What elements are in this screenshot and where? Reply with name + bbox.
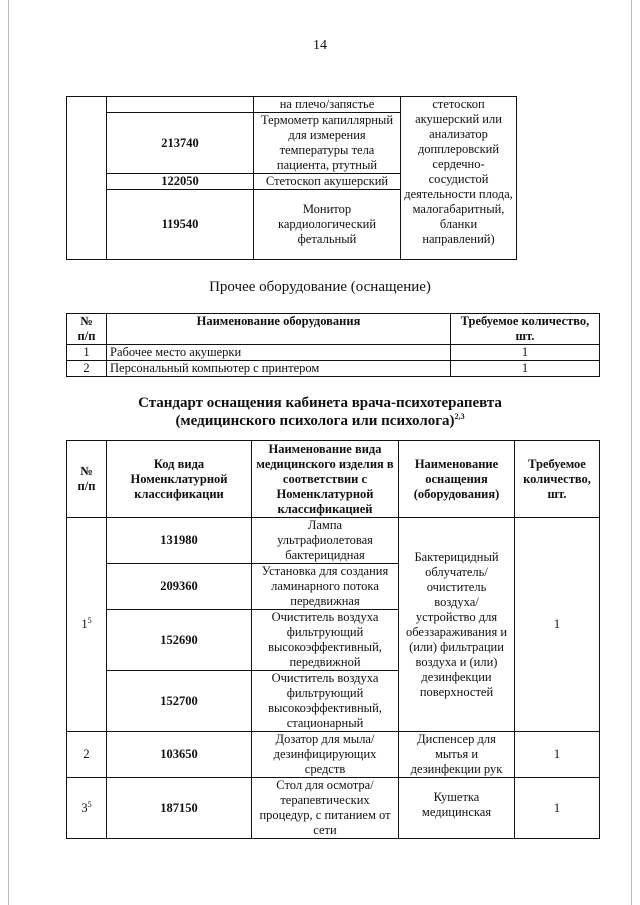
table-cell: [67, 97, 107, 260]
header-qty: Требуемое количество, шт.: [451, 314, 600, 345]
other-equipment-table: [66, 313, 600, 377]
code-cell: 213740: [107, 113, 254, 174]
row-num: 2: [67, 732, 107, 778]
row-name: Рабочее место акушерки: [107, 345, 451, 361]
group1-qty: 1: [515, 518, 600, 732]
row-qty: 1: [451, 345, 600, 361]
standard-equipment-table: [66, 440, 600, 839]
device-type-cell: Дозатор для мыла/ дезинфицирующих средств: [252, 732, 399, 778]
row-num: 2: [67, 361, 107, 377]
header-type: Наименование вида медицинского изделия в соответствии с Номенклатурной классификацией: [252, 441, 399, 518]
standard-title-line1: Стандарт оснащения кабинета врача-психотерапевта: [138, 395, 502, 411]
code-cell: 152690: [107, 610, 252, 671]
code-cell: 103650: [107, 732, 252, 778]
device-type-cell: Установка для создания ламинарного потока передвижная: [252, 564, 399, 610]
table-cell: [107, 97, 254, 113]
code-cell: 122050: [107, 174, 254, 190]
merged-equipment-text: стетоскоп акушерский или анализатор допплеровский сердечно-сосудистой деятельности плода, малогабаритный, бланки направлений): [401, 97, 517, 260]
page-number: 14: [313, 38, 327, 53]
scan-right-edge: [631, 0, 632, 905]
group1-num: $1^5$: [67, 518, 107, 732]
device-type-cell: Очиститель воздуха фильтрующий высокоэффективный, передвижной: [252, 610, 399, 671]
cell-continued-text: на плечо/запястье: [254, 97, 401, 113]
row-qty: 1: [451, 361, 600, 377]
equipment-cell: Диспенсер для мытья и дезинфекции рук: [399, 732, 515, 778]
code-cell: 119540: [107, 190, 254, 260]
header-qty: Требуемое количество, шт.: [515, 441, 600, 518]
device-type-cell: Лампа ультрафиолетовая бактерицидная: [252, 518, 399, 564]
device-name-cell: Термометр капиллярный для измерения температуры тела пациента, ртутный: [254, 113, 401, 174]
qty-cell: 1: [515, 732, 600, 778]
equipment-cell: Кушетка медицинская: [399, 778, 515, 839]
scan-left-edge: [8, 0, 9, 905]
device-type-cell: Стол для осмотра/ терапевтических процедур, с питанием от сети: [252, 778, 399, 839]
header-code: Код вида Номенклатурной классификации: [107, 441, 252, 518]
section-title-other-equipment: Прочее оборудование (оснащение): [209, 279, 431, 295]
device-name-cell: Стетоскоп акушерский: [254, 174, 401, 190]
header-num: № п/п: [67, 314, 107, 345]
row-num: $3^5$: [67, 778, 107, 839]
header-equipment: Наименование оснащения (оборудования): [399, 441, 515, 518]
header-num: № п/п: [67, 441, 107, 518]
row-name: Персональный компьютер с принтером: [107, 361, 451, 377]
code-cell: 209360: [107, 564, 252, 610]
row-num: 1: [67, 345, 107, 361]
header-name: Наименование оборудования: [107, 314, 451, 345]
device-type-cell: Очиститель воздуха фильтрующий высокоэффективный, стационарный: [252, 671, 399, 732]
code-cell: 152700: [107, 671, 252, 732]
device-name-cell: Монитор кардиологический фетальный: [254, 190, 401, 260]
continued-equipment-table: [66, 96, 517, 260]
code-cell: 131980: [107, 518, 252, 564]
group1-equipment: Бактерицидный облучатель/ очиститель воздуха/ устройство для обеззараживания и (или) фильтрации воздуха и (или) дезинфекции поверхностей: [399, 518, 515, 732]
standard-title-line2: (медицинского психолога или психолога)$^{2,3}$: [175, 412, 465, 429]
code-cell: 187150: [107, 778, 252, 839]
standard-title: [0, 394, 640, 430]
qty-cell: 1: [515, 778, 600, 839]
